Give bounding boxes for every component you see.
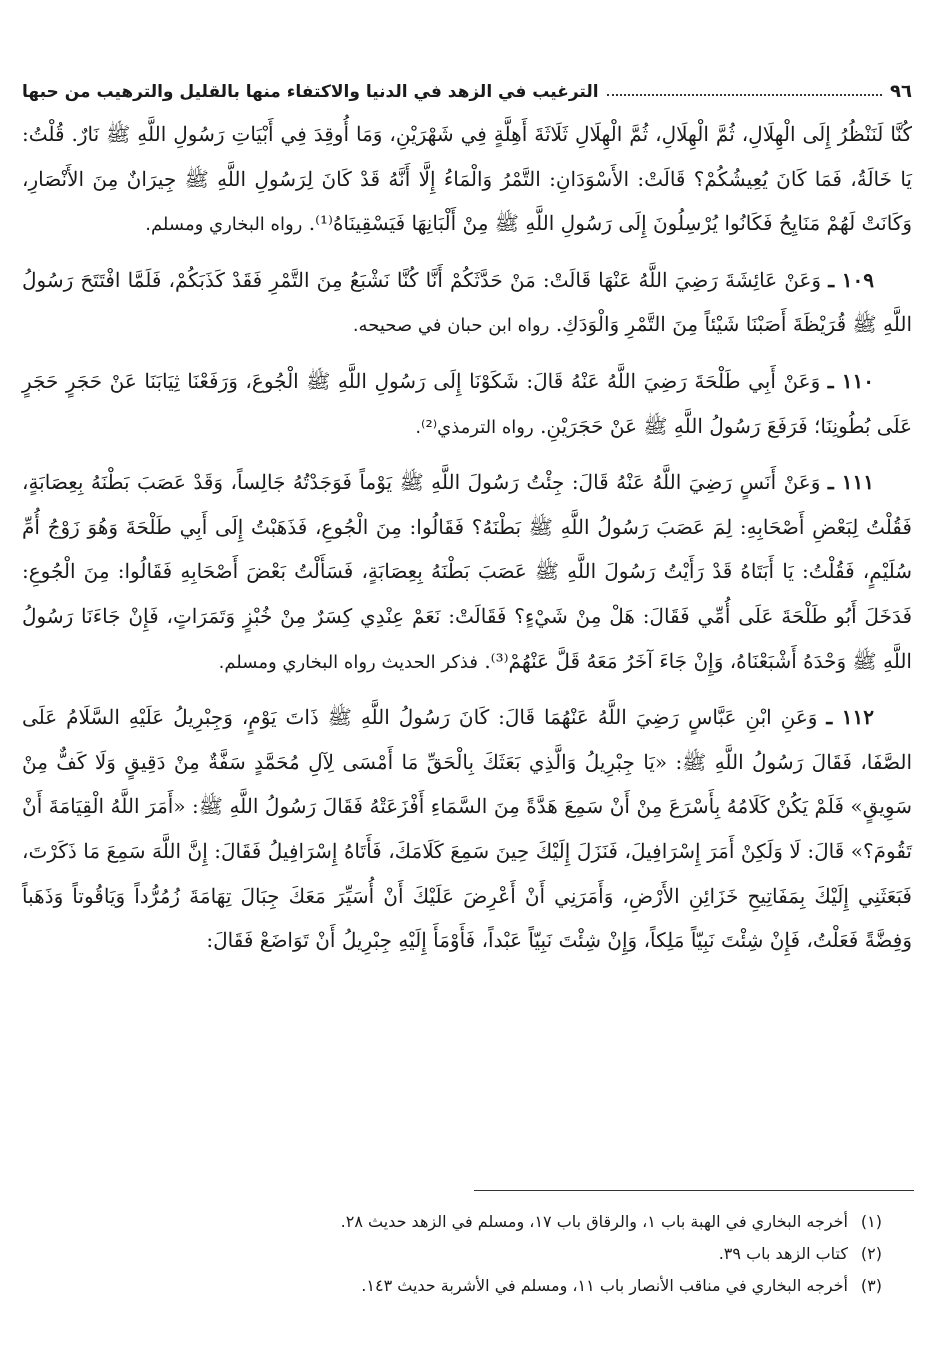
hadith-number: ١١١ ـ xyxy=(827,470,875,495)
footnote xyxy=(22,1206,912,1238)
hadith-paragraph xyxy=(22,460,912,685)
hadith-attribution: رواه الترمذي⁽²⁾. xyxy=(415,416,534,438)
page-number: ٩٦ xyxy=(890,81,912,102)
footnote-number: (١) xyxy=(860,1212,882,1231)
footnote-text: أخرجه البخاري في الهبة باب ١، والرقاق باب ١٧، ومسلم في الزهد حديث ٢٨. xyxy=(340,1212,848,1231)
footnote-number: (٢) xyxy=(860,1244,882,1263)
hadith-text: وَعَنْ أَنَسٍ رَضِيَ اللَّهُ عَنْهُ قَالَ: جِئْتُ رَسُولَ اللَّهِ ﷺ يَوْماً فَوَجَدْتُهُ جَالِساً، وَقَدْ عَصَبَ بَطْنَهُ بِعِصَابَةٍ، فَقُلْتُ لِبَعْضِ أَصْحَابِهِ: لِمَ عَصَبَ رَسُولُ اللَّهِ ﷺ بَطْنَهُ؟ فَقَالُوا: مِنَ الْجُوعِ، فَذَهَبْتُ إِلَى أَبِي طَلْحَةَ وَهُوَ زَوْجُ أُمِّ سُلَيْمٍ، فَقُلْتُ: يَا أَبَتَاهُ قَدْ رَأَيْتُ رَسُولَ اللَّهِ ﷺ عَصَبَ بَطْنَهُ بِعِصَابَةٍ، فَسَأَلْتُ بَعْضَ أَصْحَابِهِ فَقَالُوا: مِنَ الْجُوعِ: فَدَخَلَ أَبُو طَلْحَةَ عَلَى أُمِّي فَقَالَ: هَلْ مِنْ شَيْءٍ؟ فَقَالَتْ: نَعَمْ عِنْدِي كِسَرٌ مِنْ خُبْزٍ وَتَمَرَاتٍ، فَإِنْ جَاءَنَا رَسُولُ اللَّهِ ﷺ وَحْدَهُ أَشْبَعْنَاهُ، وَإِنْ جَاءَ آخَرُ مَعَهُ قَلَّ عَنْهُمْ⁽³⁾. xyxy=(22,470,912,673)
footnotes xyxy=(22,1206,912,1302)
footnote xyxy=(22,1238,912,1270)
running-header xyxy=(22,62,912,102)
hadith-paragraph xyxy=(22,258,912,349)
hadith-attribution: رواه البخاري ومسلم. xyxy=(145,214,303,236)
hadith-attribution: رواه ابن حبان في صحيحه. xyxy=(352,315,550,337)
hadith-text: وَعَنْ عَائِشَةَ رَضِيَ اللَّهُ عَنْهَا قَالَتْ: مَنْ حَدَّثَكُمْ أَنَّا كُنَّا نَشْبَعُ مِنَ التَّمْرِ فَقَدْ كَذَبَكُمْ، فَلَمَّا افْتَتَحَ رَسُولُ اللَّهِ ﷺ قُرَيْظَةَ أَصَبْنَا شَيْئاً مِنَ التَّمْرِ وَالْوَدَكِ. xyxy=(22,267,912,337)
hadith-text: وَعَنِ ابْنِ عَبَّاسٍ رَضِيَ اللَّهُ عَنْهُمَا قَالَ: كَانَ رَسُولُ اللَّهِ ﷺ ذَاتَ يَوْمٍ، وَجِبْرِيلُ عَلَيْهِ السَّلَامُ عَلَى الصَّفَا، فَقَالَ رَسُولُ اللَّهِ ﷺ: «يَا جِبْرِيلُ وَالَّذِي بَعَثَكَ بِالْحَقِّ مَا أَمْسَى لِآلِ مُحَمَّدٍ سَفَّةٌ مِنْ دَقِيقٍ وَلَا كَفٌّ مِنْ سَوِيقٍ» فَلَمْ يَكُنْ كَلَامُهُ بِأَسْرَعَ مِنْ أَنْ سَمِعَ هَدَّةً مِنَ السَّمَاءِ أَفْزَعَتْهُ فَقَالَ رَسُولُ اللَّهِ ﷺ: «أَمَرَ اللَّهُ الْقِيَامَةَ أَنْ تَقُومَ؟» قَالَ: لَا وَلَكِنْ أَمَرَ إِسْرَافِيلَ، فَنَزَلَ إِلَيْكَ حِينَ سَمِعَ كَلَامَكَ، فَأَتَاهُ إِسْرَافِيلُ فَقَالَ: إِنَّ اللَّهَ سَمِعَ مَا ذَكَرْتَ، فَبَعَثَنِي إِلَيْكَ بِمَفَاتِيحِ خَزَائِنِ الأَرْضِ، وَأَمَرَنِي أَنْ أَعْرِضَ عَلَيْكَ أَنْ أُسَيِّرَ مَعَكَ جِبَالَ تِهَامَةَ زُمُرُّداً وَيَاقُوتاً وَذَهَباً وَفِضَّةً فَعَلْتُ، فَإِنْ شِئْتَ نَبِيّاً مَلِكاً، وَإِنْ شِئْتَ نَبِيّاً عَبْداً، فَأَوْمَأَ إِلَيْهِ جِبْرِيلُ أَنْ تَوَاضَعْ فَقَالَ: xyxy=(22,705,912,953)
hadith-number: ١٠٩ ـ xyxy=(828,267,875,292)
hadith-paragraph xyxy=(22,359,912,450)
hadith-text: وَعَنْ أَبِي طَلْحَةَ رَضِيَ اللَّهُ عَنْهُ قَالَ: شَكَوْنَا إِلَى رَسُولِ اللَّهِ ﷺ الْجُوعَ، وَرَفَعْنَا ثِيَابَنَا عَنْ حَجَرٍ حَجَرٍ عَلَى بُطُونِنَا؛ فَرَفَعَ رَسُولُ اللَّهِ ﷺ عَنْ حَجَرَيْنِ. xyxy=(22,368,912,438)
footnote-text: كتاب الزهد باب ٣٩. xyxy=(718,1244,848,1263)
main-text xyxy=(22,112,912,963)
footnote xyxy=(22,1270,912,1302)
hadith-text: كُنَّا لَنَنْظُرُ إِلَى الْهِلَالِ، ثُمَّ الْهِلَالِ، ثُمَّ الْهِلَالِ ثَلَاثَةَ أَهِلَّةٍ فِي شَهْرَيْنِ، وَمَا أُوقِدَ فِي أَبْيَاتِ رَسُولِ اللَّهِ ﷺ نَارٌ. قُلْتُ: يَا خَالَةُ، فَمَا كَانَ يُعِيشُكُمْ؟ قَالَتْ: الأَسْوَدَانِ: التَّمْرُ وَالْمَاءُ إِلَّا أَنَّهُ قَدْ كَانَ لِرَسُولِ اللَّهِ ﷺ جِيرَانٌ مِنَ الأَنْصَارِ، وَكَانَتْ لَهُمْ مَنَايِحُ فَكَانُوا يُرْسِلُونَ إِلَى رَسُولِ اللَّهِ ﷺ مِنْ أَلْبَانِهَا فَيَسْقِينَاهُ⁽¹⁾. xyxy=(22,122,912,236)
hadith-attribution: فذكر الحديث رواه البخاري ومسلم. xyxy=(218,651,478,673)
hadith-number: ١١٢ ـ xyxy=(826,705,874,730)
hadith-paragraph xyxy=(22,112,912,248)
footnote-text: أخرجه البخاري في مناقب الأنصار باب ١١، ومسلم في الأشربة حديث ١٤٣. xyxy=(361,1276,848,1295)
hadith-number: ١١٠ ـ xyxy=(827,368,875,393)
chapter-title: الترغيب في الزهد في الدنيا والاكتفاء منها بالقليل والترهيب من حبها xyxy=(22,82,599,102)
footnote-number: (٣) xyxy=(860,1276,882,1295)
hadith-paragraph xyxy=(22,695,912,963)
footnote-separator xyxy=(474,1190,914,1191)
header-leader-dots xyxy=(607,94,882,96)
